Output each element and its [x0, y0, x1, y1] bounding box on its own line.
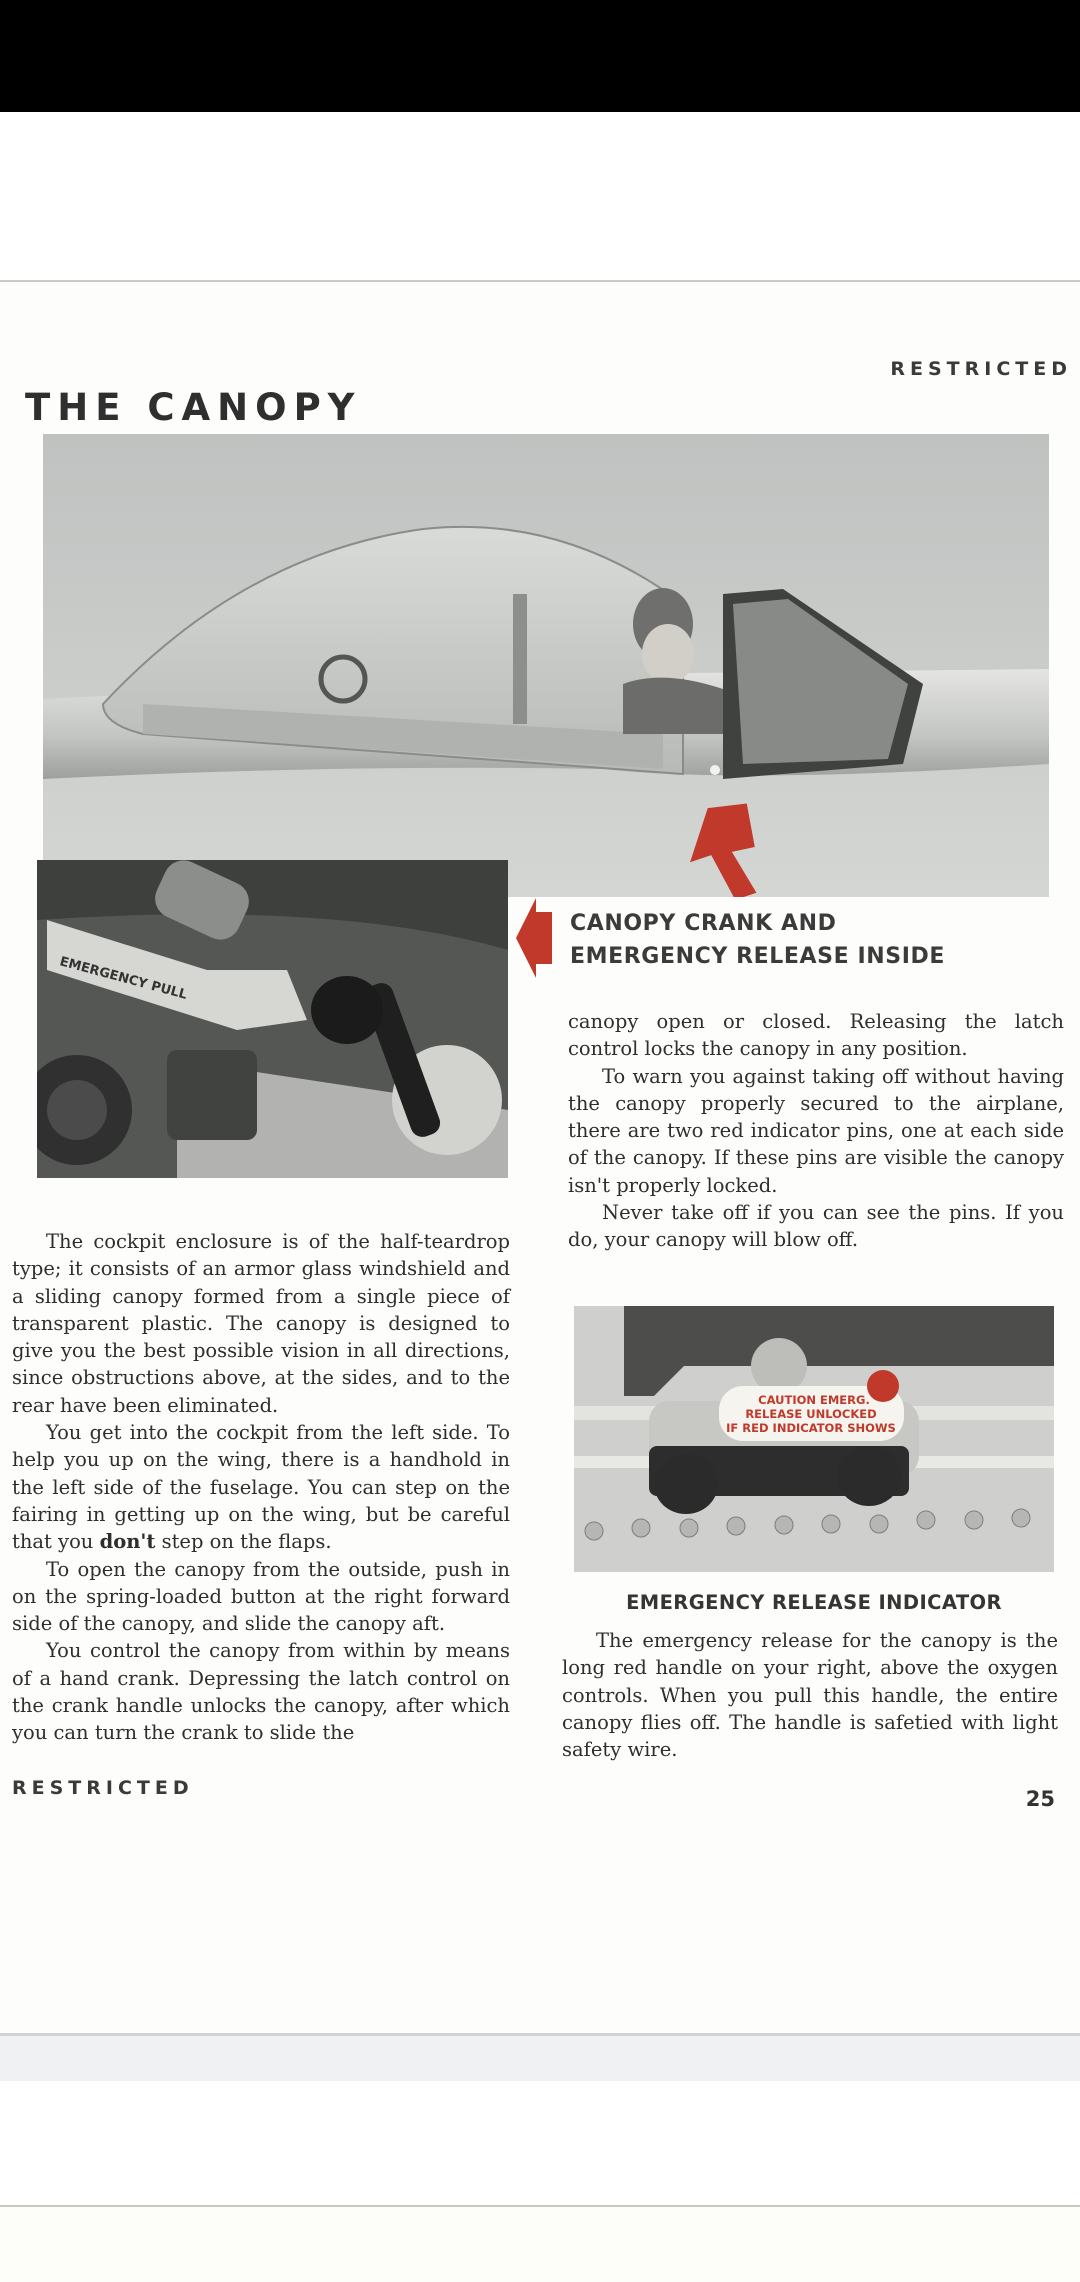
emergency-pull-label: EMERGENCY PULL — [57, 954, 189, 1003]
page-separator — [0, 2033, 1080, 2081]
paragraph: You get into the cockpit from the left side. To help you up on the wing, there is a handhold in the left side of the fuselage. You can step on the fairing in getting up on the wing, but be careful that you don't step on the flaps. — [12, 1421, 510, 1554]
crank-caption-line1: CANOPY CRANK AND — [570, 911, 837, 936]
paragraph: The cockpit enclosure is of the half-teardrop type; it consists of an armor glass windshield and a sliding canopy formed from a single piece of transparent plastic. The canopy is designed to give you the best possible vision in all directions, since obstructions above, at the sides, and to the rear have been eliminated. — [12, 1230, 510, 1417]
right-column-top — [568, 1008, 1064, 1254]
paragraph: canopy open or closed. Releasing the latch control locks the canopy in any position. — [568, 1010, 1064, 1061]
indicator-photo — [574, 1306, 1054, 1572]
page-title: THE CANOPY — [25, 386, 362, 429]
paragraph: You control the canopy from within by means of a hand crank. Depressing the latch control on the crank handle unlocks the canopy, after which you can turn the crank to slide the — [12, 1639, 510, 1745]
paragraph: To open the canopy from the outside, push in on the spring-loaded button at the right forward side of the canopy, and slide the canopy aft. — [12, 1557, 510, 1636]
crank-caption-line2: EMERGENCY RELEASE INSIDE — [570, 944, 946, 969]
crank-caption — [570, 907, 945, 973]
paragraph: To warn you against taking off without having the canopy properly secured to the airplane, there are two red indicator pins, one at each side of the canopy. If these pins are visible the canopy isn't properly locked. — [568, 1064, 1064, 1197]
plate-line3: IF RED INDICATOR SHOWS — [726, 1421, 896, 1435]
plate-line1: CAUTION EMERG. — [758, 1393, 870, 1407]
next-page-edge — [0, 2205, 1080, 2282]
paragraph: The emergency release for the canopy is the long red handle on your right, above the oxygen controls. When you pull this handle, the entire canopy flies off. The handle is safetied with light safety wire. — [562, 1629, 1058, 1762]
emphasis: don't — [99, 1530, 156, 1554]
crank-photo — [37, 860, 508, 1178]
indicator-caption: EMERGENCY RELEASE INDICATOR — [626, 1591, 1002, 1614]
status-bar — [0, 0, 1080, 112]
canopy-illustration — [43, 434, 1049, 897]
left-column — [12, 1228, 510, 1747]
left-arrow-icon — [516, 898, 552, 978]
restricted-header: RESTRICTED — [890, 358, 1072, 380]
plate-line2: RELEASE UNLOCKED — [745, 1407, 877, 1421]
paragraph: Never take off if you can see the pins. If you do, your canopy will blow off. — [568, 1201, 1064, 1252]
restricted-footer: RESTRICTED — [12, 1777, 194, 1799]
right-column-bottom — [562, 1627, 1058, 1763]
page-number: 25 — [1025, 1787, 1055, 1811]
